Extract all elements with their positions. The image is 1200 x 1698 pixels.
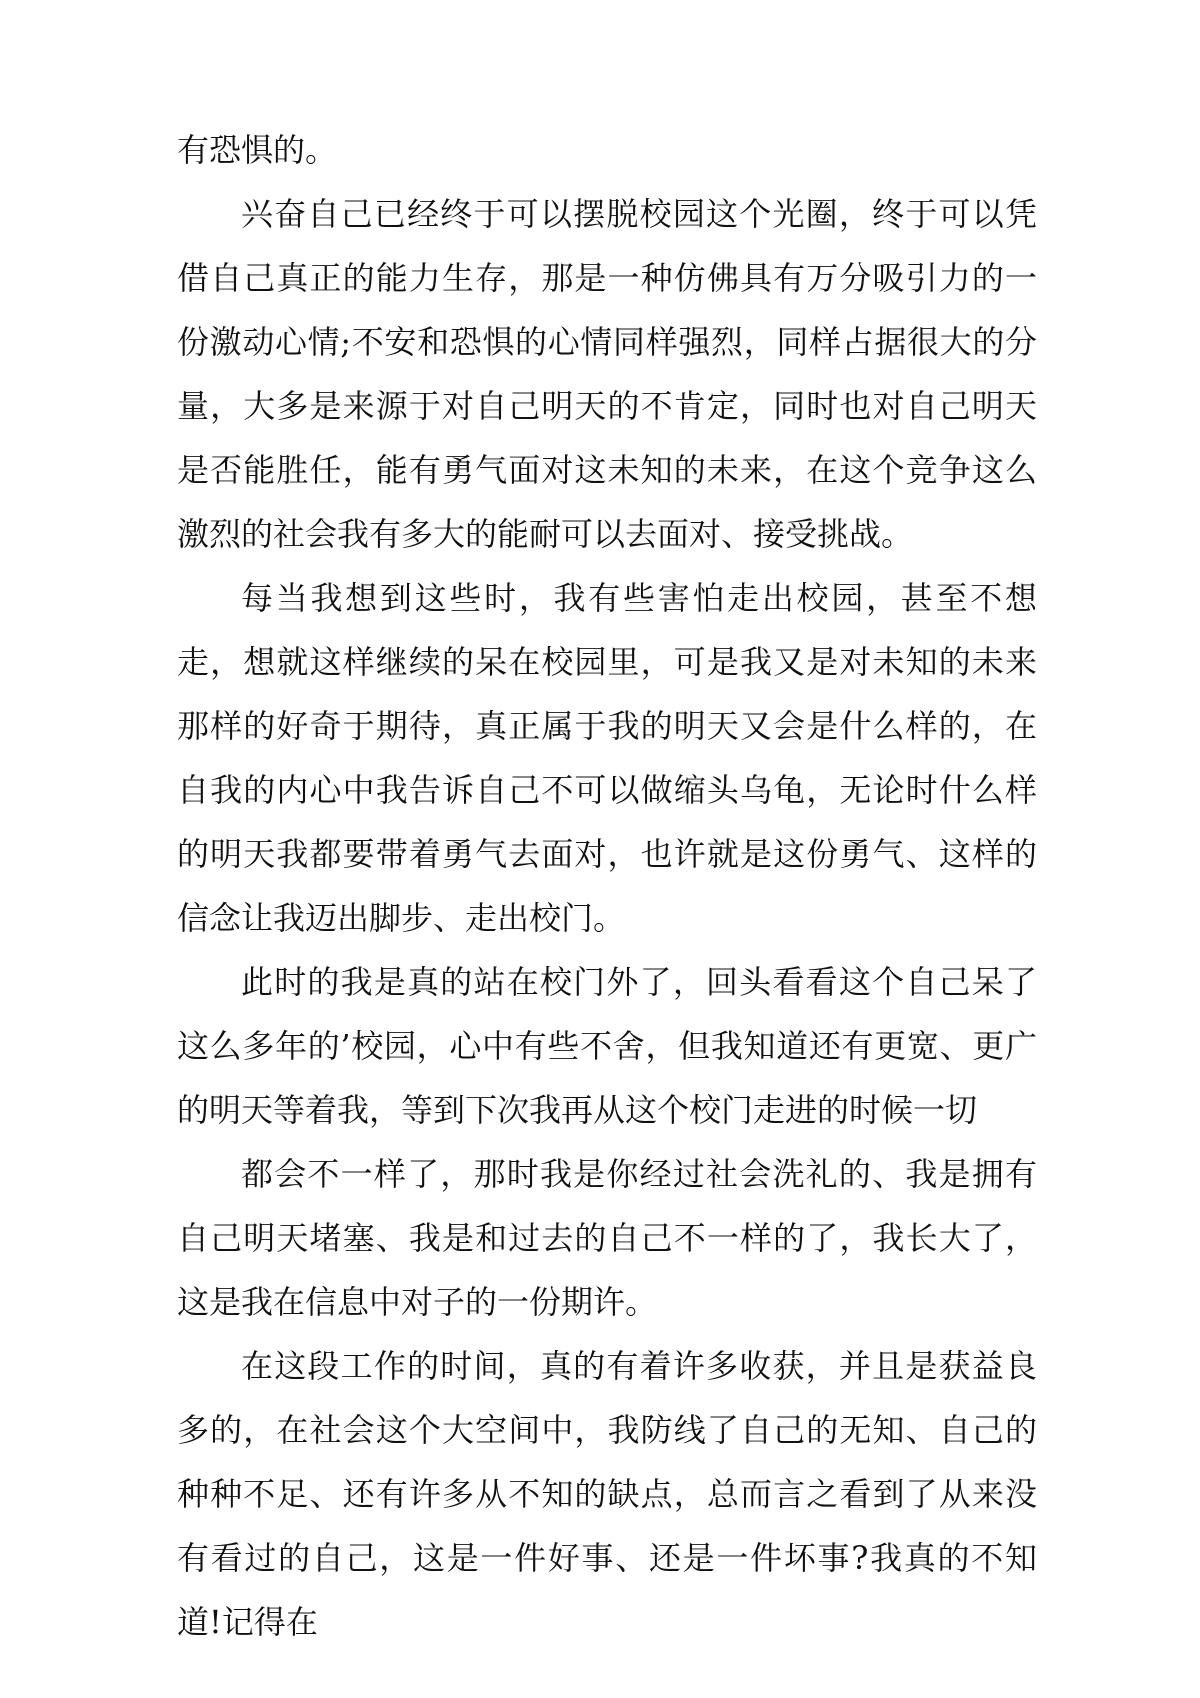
document-body [177,118,1037,1654]
paragraph: 兴奋自己已经终于可以摆脱校园这个光圈，终于可以凭借自己真正的能力生存，那是一种仿佛具有万分吸引力的一份激动心情;不安和恐惧的心情同样强烈，同样占据很大的分量，大多是来源于对自己明天的不肯定，同时也对自己明天是否能胜任，能有勇气面对这未知的未来，在这个竞争这么激烈的社会我有多大的能耐可以去面对、接受挑战。 [177,195,1037,553]
paragraph: 此时的我是真的站在校门外了，回头看看这个自己呆了这么多年的’校园，心中有些不舍，但我知道还有更宽、更广的明天等着我，等到下次我再从这个校门走进的时候一切 [177,963,1037,1129]
paragraph: 每当我想到这些时，我有些害怕走出校园，甚至不想走，想就这样继续的呆在校园里，可是我又是对未知的未来那样的好奇于期待，真正属于我的明天又会是什么样的，在自我的内心中我告诉自己不可以做缩头乌龟，无论时什么样的明天我都要带着勇气去面对，也许就是这份勇气、这样的信念让我迈出脚步、走出校门。 [177,579,1037,937]
paragraph-continuation: 有恐惧的。 [177,131,338,169]
paragraph: 在这段工作的时间，真的有着许多收获，并且是获益良多的，在社会这个大空间中，我防线了自己的无知、自己的种种不足、还有许多从不知的缺点，总而言之看到了从来没有看过的自己，这是一件好事、还是一件坏事?我真的不知道!记得在 [177,1347,1037,1641]
paragraph: 都会不一样了，那时我是你经过社会洗礼的、我是拥有自己明天堵塞、我是和过去的自己不一样的了，我长大了，这是我在信息中对子的一份期许。 [177,1155,1037,1321]
